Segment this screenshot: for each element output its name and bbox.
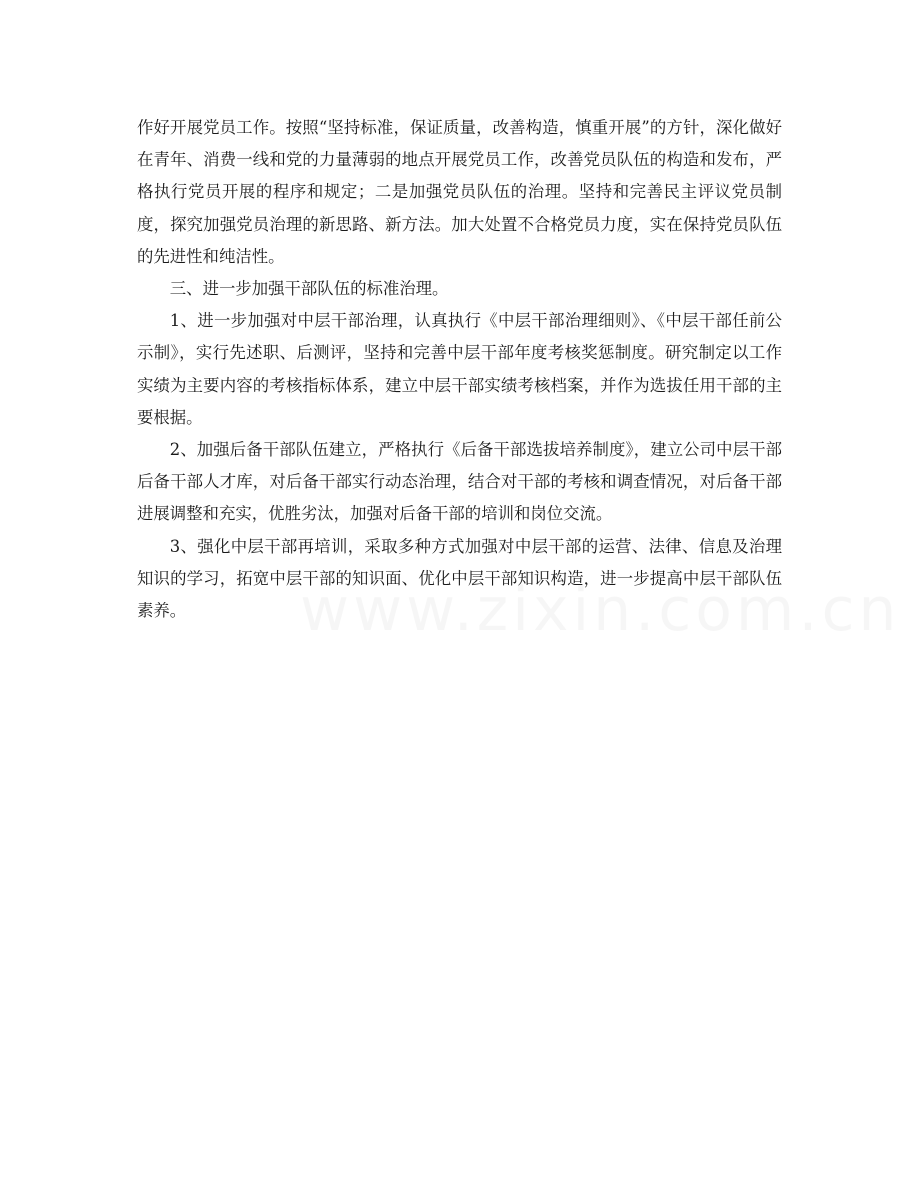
paragraph-item-2: 2、加强后备干部队伍建立，严格执行《后备干部选拔培养制度》，建立公司中层干部后备干部人才库，对后备干部实行动态治理，结合对干部的考核和调查情况，对后备干部进展调整和充实，优胜劣汰，加强对后备干部的培训和岗位交流。: [137, 440, 782, 524]
document-body: [137, 112, 782, 627]
paragraph-item-1: 1、进一步加强对中层干部治理，认真执行《中层干部治理细则》、《中层干部任前公示制》，实行先述职、后测评，坚持和完善中层干部年度考核奖惩制度。研究制定以工作实绩为主要内容的考核指标体系，建立中层干部实绩考核档案，并作为选拔任用干部的主要根据。: [137, 311, 782, 427]
paragraph-continuation: 作好开展党员工作。按照“坚持标准，保证质量，改善构造，慎重开展”的方针，深化做好在青年、消费一线和党的力量薄弱的地点开展党员工作，改善党员队伍的构造和发布，严格执行党员开展的程序和规定；二是加强党员队伍的治理。坚持和完善民主评议党员制度，探究加强党员治理的新思路、新方法。加大处置不合格党员力度，实在保持党员队伍的先进性和纯洁性。: [137, 118, 782, 266]
paragraph-item-3: 3、强化中层干部再培训，采取多种方式加强对中层干部的运营、法律、信息及治理知识的学习，拓宽中层干部的知识面、优化中层干部知识构造，进一步提高中层干部队伍素养。: [137, 536, 782, 621]
section-heading-three: 三、进一步加强干部队伍的标准治理。: [169, 279, 449, 299]
